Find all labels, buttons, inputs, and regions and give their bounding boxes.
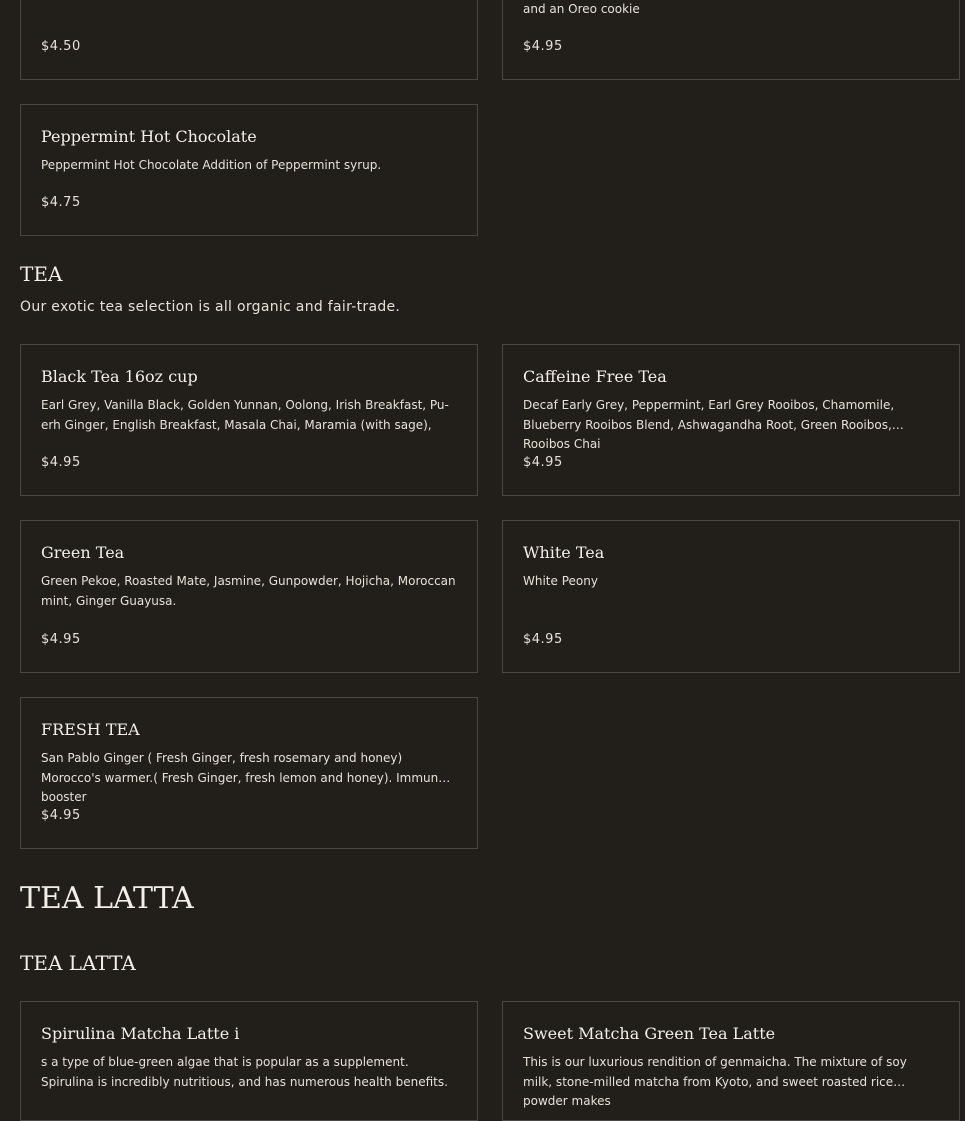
category-heading: TEA LATTA (20, 881, 194, 916)
item-description: This is our luxurious rendition of genmaicha. The mixture of soy milk, stone-milled matcha from Kyoto, and sweet roasted rice powder makes (523, 1055, 907, 1108)
item-price: $4.95 (523, 39, 563, 54)
menu-item-card[interactable] (502, 344, 960, 496)
item-title: Caffeine Free Tea (523, 367, 667, 386)
item-title: Green Tea (41, 543, 125, 562)
item-description: Earl Grey, Vanilla Black, Golden Yunnan, Oolong, Irish Breakfast, Pu-erh Ginger, English Breakfast, Masala Chai, Maramia (with sage), (41, 398, 449, 432)
item-price: $4.95 (41, 808, 81, 823)
item-title: Black Tea 16oz cup (41, 367, 198, 386)
item-title: FRESH TEA (41, 720, 140, 739)
section-title: TEA LATTA (20, 951, 136, 975)
item-title: Sweet Matcha Green Tea Latte (523, 1024, 776, 1043)
item-price: $4.50 (41, 39, 81, 54)
section-description: Our exotic tea selection is all organic and fair-trade. (20, 299, 401, 315)
item-price: $4.75 (41, 195, 81, 210)
menu-item-card[interactable] (502, 520, 960, 673)
item-price: $4.95 (41, 455, 81, 470)
item-description: and an Oreo cookie (523, 2, 640, 16)
menu-item-card[interactable] (502, 1001, 960, 1121)
item-title: Peppermint Hot Chocolate (41, 127, 257, 146)
menu-item-card[interactable] (20, 1001, 478, 1121)
item-description: Peppermint Hot Chocolate Addition of Peppermint syrup. (41, 158, 382, 172)
item-description: Green Pekoe, Roasted Mate, Jasmine, Gunpowder, Hojicha, Moroccan mint, Ginger Guayusa. (41, 574, 456, 608)
menu-item-card[interactable] (502, 0, 960, 80)
menu-item-card[interactable] (20, 104, 478, 236)
item-price: $4.95 (523, 632, 563, 647)
item-description: San Pablo Ginger ( Fresh Ginger, fresh rosemary and honey) Morocco's warmer.( Fresh Ginger, fresh lemon and honey). Immune booster (41, 751, 446, 804)
item-title: Spirulina Matcha Latte i (41, 1024, 240, 1043)
menu-item-card[interactable] (20, 344, 478, 496)
item-price: $4.95 (523, 455, 563, 470)
item-title: White Tea (523, 543, 605, 562)
menu-item-card[interactable] (20, 520, 478, 673)
item-description: Decaf Early Grey, Peppermint, Earl Grey Rooibos, Chamomile, Blueberry Rooibos Blend, Ashwagandha Root, Green Rooibos, Rooibos Chai (523, 398, 895, 451)
item-price: $4.95 (41, 632, 81, 647)
section-title: TEA (20, 262, 63, 286)
item-description: White Peony (523, 574, 598, 588)
menu-item-card[interactable] (20, 0, 478, 80)
item-description: s a type of blue-green algae that is popular as a supplement. Spirulina is incredibly nutritious, and has numerous health benefits. (41, 1055, 448, 1089)
menu-item-card[interactable] (20, 697, 478, 849)
